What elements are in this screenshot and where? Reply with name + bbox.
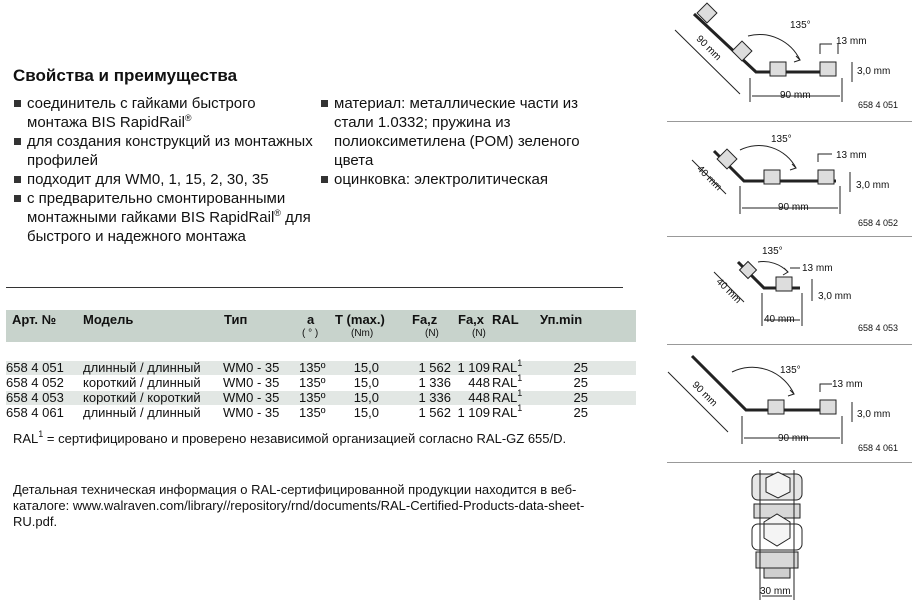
drawing-code: 658 4 051 bbox=[858, 100, 899, 110]
col-model: Модель bbox=[83, 312, 134, 327]
angle-label: 135° bbox=[780, 365, 801, 376]
col-fax-unit: (N) bbox=[472, 328, 486, 339]
dim-top-label: 13 mm bbox=[832, 379, 863, 390]
col-art: Арт. № bbox=[12, 312, 57, 327]
dim-slant-label: 40 mm bbox=[713, 276, 744, 306]
dim-base-label: 40 mm bbox=[764, 314, 795, 325]
angle-label: 135° bbox=[771, 134, 792, 145]
front-width-label: 30 mm bbox=[760, 586, 791, 597]
col-ral: RAL bbox=[492, 312, 519, 327]
col-type: Тип bbox=[224, 312, 248, 327]
table-row: 658 4 061 длинный / длинный WM0 - 35 135º 15,0 1 562 1 109 RAL$^1$ 25 bbox=[6, 403, 588, 420]
col-faz-unit: (N) bbox=[425, 328, 439, 339]
col-a: a bbox=[307, 312, 315, 327]
drawing-code: 658 4 052 bbox=[858, 218, 899, 228]
dim-side-label: 3,0 mm bbox=[857, 409, 891, 420]
table-row: 658 4 052 короткий / длинный WM0 - 35 135º 15,0 1 336 448 RAL$^1$ 25 bbox=[6, 373, 588, 390]
col-faz: Fa,z bbox=[412, 312, 438, 327]
feature-item: оцинковка: электролитическая bbox=[320, 170, 620, 189]
tech-info-note: Детальная техническая информация о RAL-сертифицированной продукции находится в веб-каталоге: www.walraven.com/library//repository/rnd/documents/RAL-Certified-Products-data-sheet-RU.pdf. bbox=[13, 482, 585, 529]
dim-side-label: 3,0 mm bbox=[857, 66, 891, 77]
col-t: T (max.) bbox=[335, 312, 385, 327]
dim-top-label: 13 mm bbox=[802, 263, 833, 274]
col-t-unit: (Nm) bbox=[351, 328, 374, 339]
angle-label: 135° bbox=[762, 246, 783, 257]
dim-base-label: 90 mm bbox=[778, 202, 809, 213]
dim-top-label: 13 mm bbox=[836, 36, 867, 47]
feature-item: подходит для WM0, 1, 15, 2, 30, 35 bbox=[13, 170, 313, 189]
dim-top-label: 13 mm bbox=[836, 150, 867, 161]
col-a-unit: ( ° ) bbox=[302, 328, 319, 339]
dim-slant-label: 90 mm bbox=[693, 33, 724, 64]
dim-side-label: 3,0 mm bbox=[856, 180, 890, 191]
feature-item: материал: металлические части из стали 1.0332; пружина из полиоксиметилена (POM) зеленого цвета bbox=[320, 94, 620, 170]
dim-slant-label: 40 mm bbox=[694, 163, 724, 194]
drawing-code: 658 4 053 bbox=[858, 323, 899, 333]
feature-item: с предварительно смонтированными монтажными гайками BIS RapidRail® для быстрого и надежного монтажа bbox=[13, 189, 313, 246]
angle-label: 135° bbox=[790, 20, 811, 31]
drawing-658-4-061 bbox=[668, 356, 852, 444]
dim-base-label: 90 mm bbox=[780, 90, 811, 101]
col-fax: Fa,x bbox=[458, 312, 485, 327]
front-view-drawing bbox=[752, 470, 802, 600]
drawing-658-4-051 bbox=[675, 3, 852, 102]
dim-side-label: 3,0 mm bbox=[818, 291, 852, 302]
feature-item: для создания конструкций из монтажных профилей bbox=[13, 132, 313, 170]
dim-slant-label: 90 mm bbox=[689, 379, 720, 410]
drawing-code: 658 4 061 bbox=[858, 443, 899, 453]
table-row: 658 4 051 длинный / длинный WM0 - 35 135º 15,0 1 562 1 109 RAL$^1$ 25 bbox=[6, 358, 588, 375]
section-heading: Свойства и преимущества bbox=[13, 66, 238, 85]
col-pack: Уп.min bbox=[540, 312, 583, 327]
table-row: 658 4 053 короткий / короткий WM0 - 35 135º 15,0 1 336 448 RAL$^1$ 25 bbox=[6, 388, 588, 405]
dim-base-label: 90 mm bbox=[778, 433, 809, 444]
feature-item: соединитель с гайками быстрого монтажа BIS RapidRail® bbox=[13, 94, 313, 132]
ral-footnote: $RAL^1$ = сертифицировано и проверено независимой организацией согласно RAL-GZ 655/D. bbox=[13, 429, 567, 446]
